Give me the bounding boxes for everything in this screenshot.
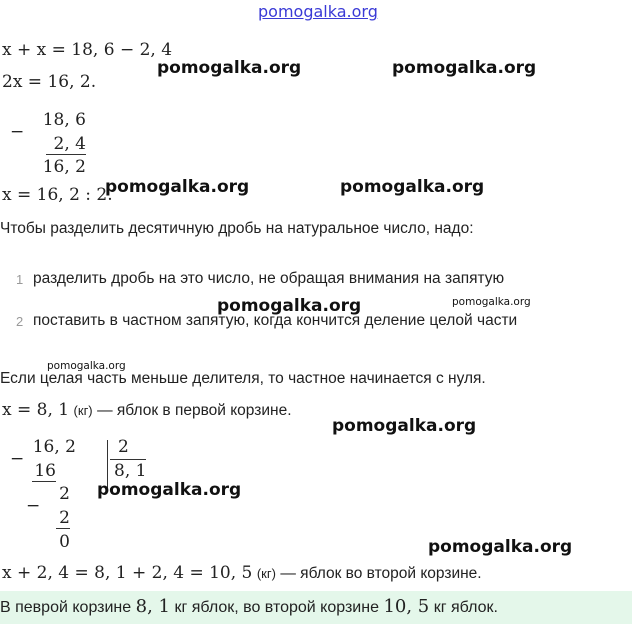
watermark-6: pomogalka.org — [452, 296, 531, 308]
equation-line-4-text: — яблок в первой корзине. — [97, 402, 292, 419]
subtraction-subtrahend: 2, 4 — [46, 134, 86, 155]
division-remainder-1: 2 — [59, 484, 70, 504]
answer-part-3: кг яблок. — [433, 599, 498, 616]
division-horizontal-line — [110, 459, 146, 460]
answer-part-1: В певрой корзине — [0, 599, 132, 616]
watermark-5: pomogalka.org — [217, 296, 362, 316]
division-sign: − — [10, 449, 25, 469]
division-step-1: 16 — [32, 461, 56, 482]
division-remainder-sign: − — [26, 496, 41, 516]
division-remainder-2: 2 — [56, 508, 70, 529]
answer-value-1: 8, 1 — [135, 596, 170, 617]
watermark-2: pomogalka.org — [392, 58, 537, 78]
equation-line-2: 2x = 16, 2. — [2, 72, 97, 92]
subtraction-sign: − — [10, 122, 25, 142]
watermark-4: pomogalka.org — [340, 177, 485, 197]
division-dividend: 16, 2 — [32, 437, 76, 457]
watermark-1: pomogalka.org — [157, 58, 302, 78]
subtraction-result: 16, 2 — [42, 157, 86, 177]
rule-step-1-text: разделить дробь на это число, не обращая внимания на запятую — [33, 270, 505, 287]
division-divisor: 2 — [118, 437, 129, 457]
rule-step-2-text: поставить в частном запятую, когда кончится деление целой части — [33, 312, 518, 329]
equation-line-1: x + x = 18, 6 − 2, 4 — [2, 40, 173, 60]
watermark-10: pomogalka.org — [428, 537, 573, 557]
watermark-top: pomogalka.org — [258, 2, 378, 21]
answer-value-2: 10, 5 — [383, 596, 430, 617]
answer-box — [0, 591, 632, 624]
equation-line-4-math: x = 8, 1 — [2, 400, 70, 420]
answer-text — [0, 596, 498, 617]
watermark-3: pomogalka.org — [105, 177, 250, 197]
equation-line-5-unit: (кг) — [256, 566, 276, 581]
division-quotient: 8, 1 — [114, 461, 147, 481]
division-final: 0 — [59, 532, 70, 552]
subtraction-minuend: 18, 6 — [42, 110, 86, 130]
rule-step-1-number: 1 — [16, 272, 24, 287]
equation-line-5-text: — яблок во второй корзине. — [280, 565, 482, 582]
watermark-9: pomogalka.org — [97, 480, 242, 500]
watermark-7: pomogalka.org — [47, 360, 126, 372]
equation-line-4 — [2, 400, 292, 420]
answer-part-2: кг яблок, во второй корзине — [174, 599, 379, 616]
rule-step-2-number: 2 — [16, 314, 24, 329]
watermark-8: pomogalka.org — [332, 416, 477, 436]
equation-line-4-unit: (кг) — [73, 403, 93, 418]
equation-line-3: x = 16, 2 : 2. — [2, 185, 113, 205]
rule-intro: Чтобы разделить десятичную дробь на натуральное число, надо: — [0, 220, 474, 237]
equation-line-5 — [2, 563, 482, 583]
rule-note: Если целая часть меньше делителя, то частное начинается с нуля. — [0, 370, 486, 387]
equation-line-5-math: x + 2, 4 = 8, 1 + 2, 4 = 10, 5 — [2, 563, 253, 583]
